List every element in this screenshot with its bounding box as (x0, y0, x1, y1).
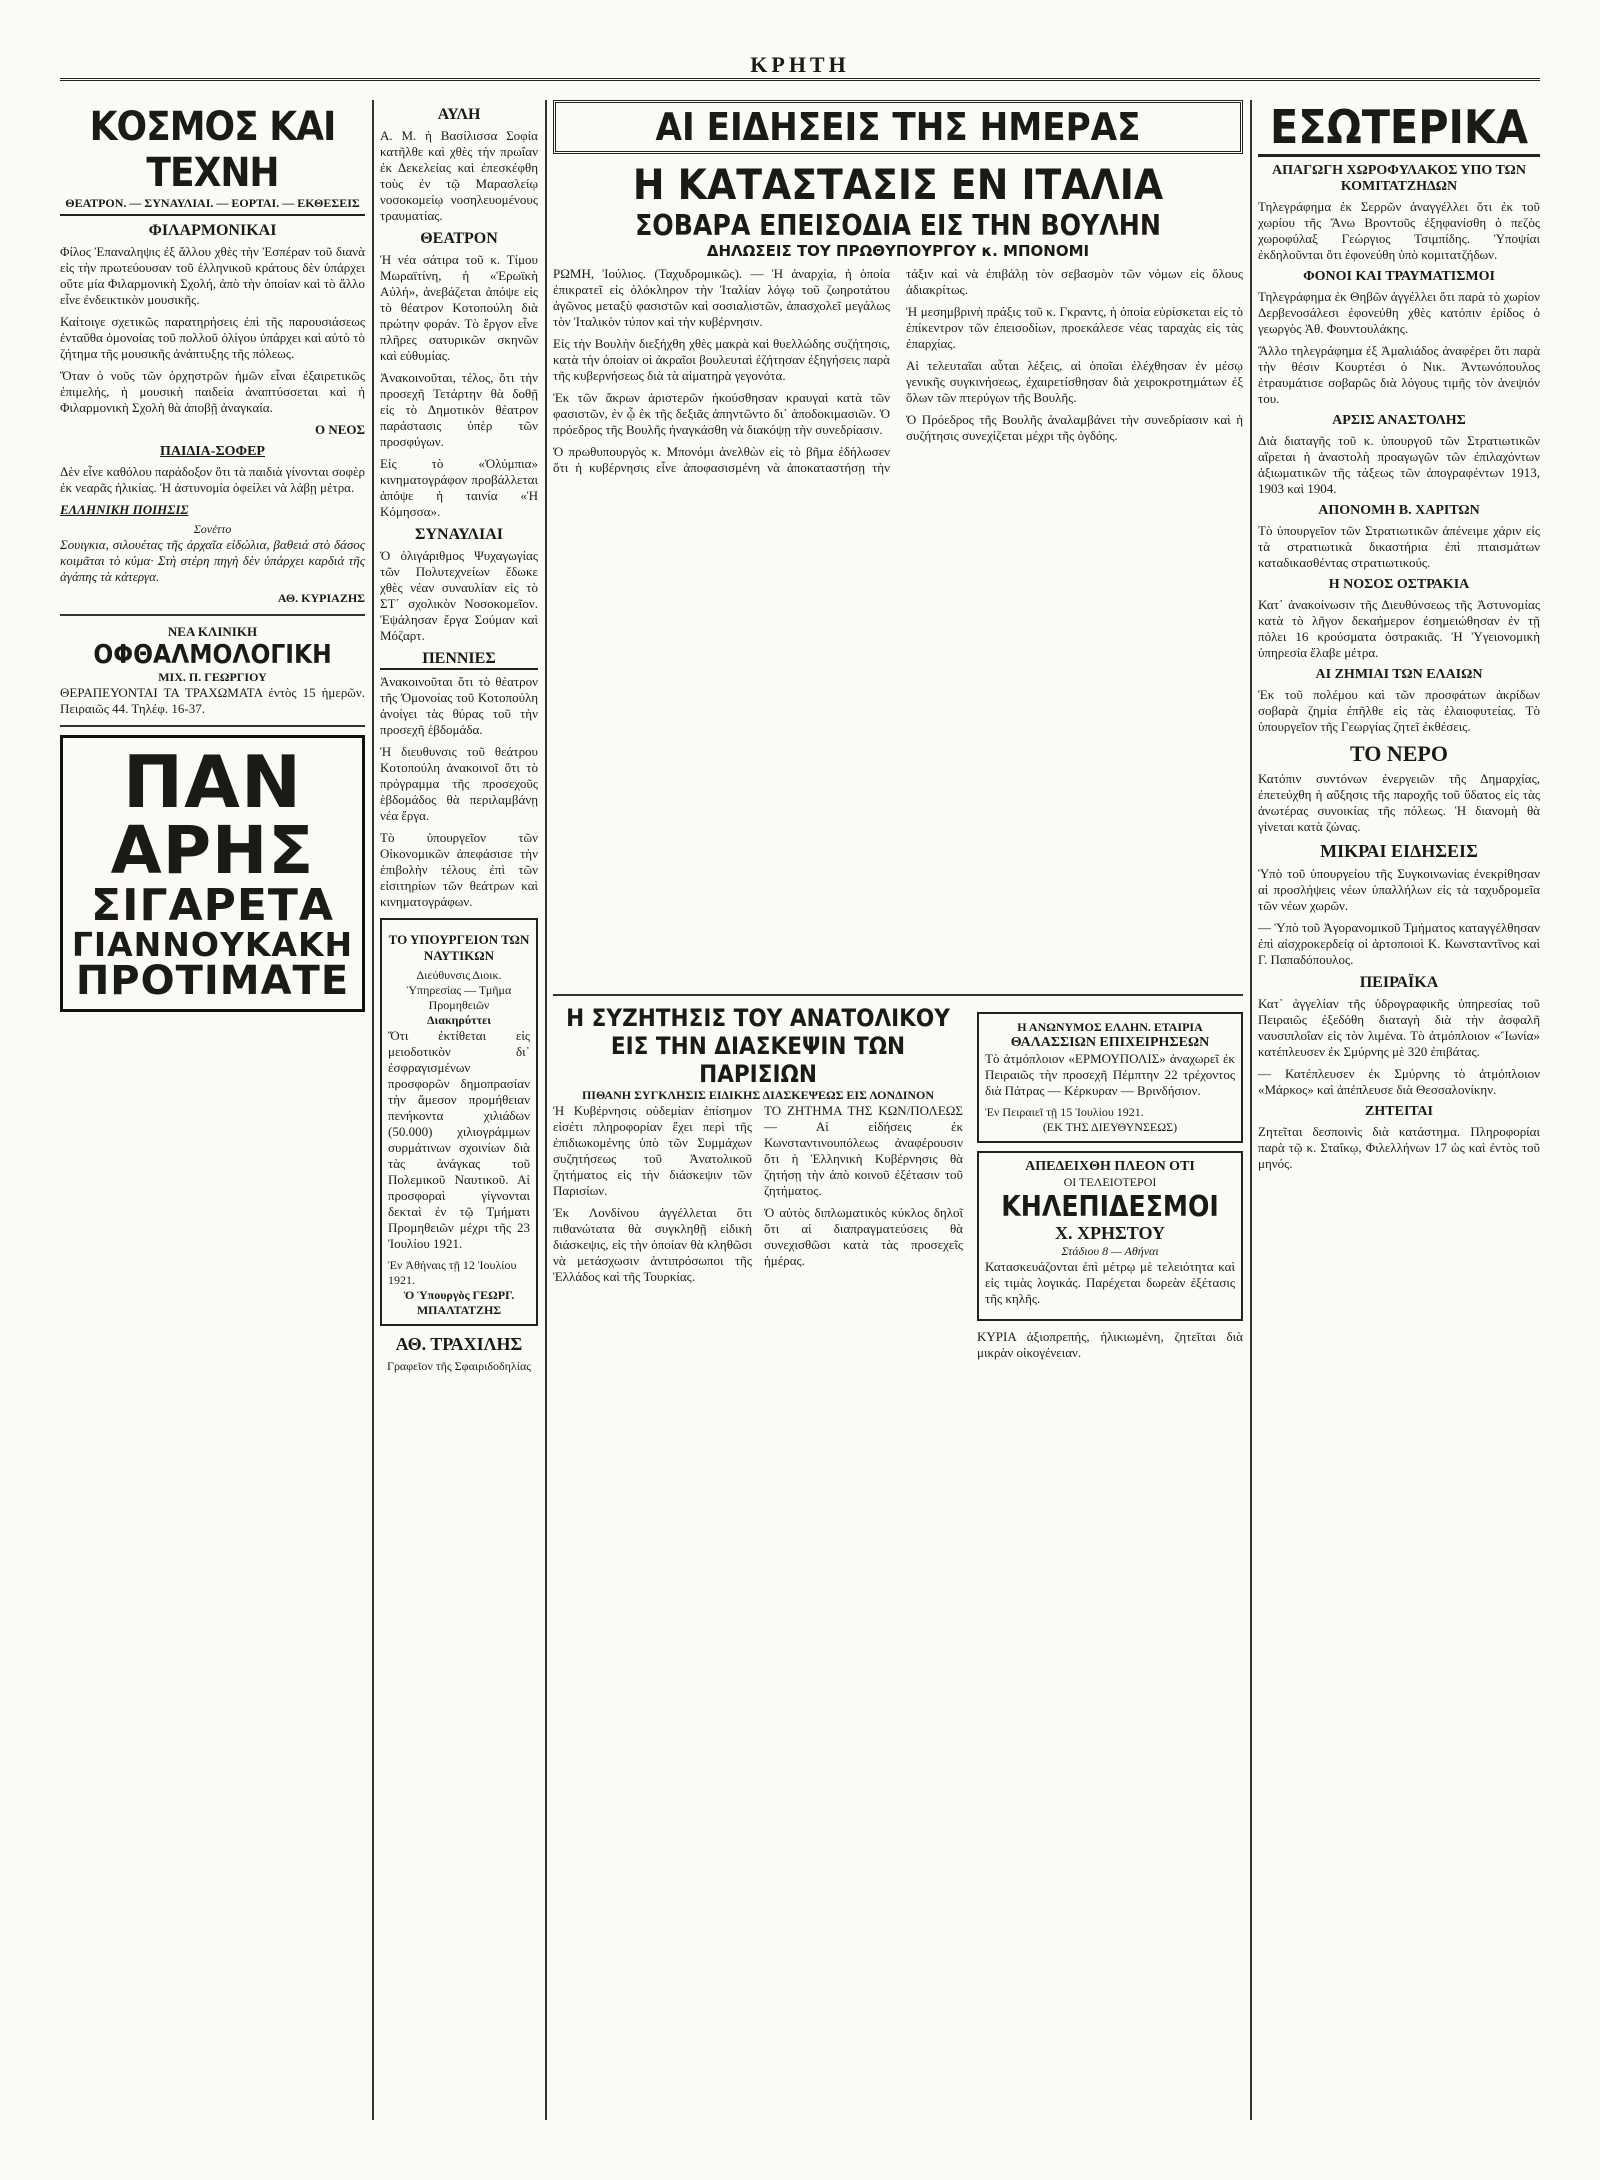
article-text: Ὁ Πρόεδρος τῆς Βουλῆς ἀναλαμβάνει τὴν συνεδρίασιν καὶ ἡ συζήτησις συνεχίζεται μέχρι τῆς ὀγδόης. (906, 412, 1243, 443)
notice-subtitle: Διεύθυνσις Διοικ. Ὑπηρεσίας — Τμῆμα Προμηθειῶν (406, 968, 512, 1012)
signature: ΑΘ. ΚΥΡΙΑΖΗΣ (277, 591, 365, 605)
ad-line: ΣΙΓΑΡΕΤΑ (91, 880, 334, 931)
cigarette-ad (60, 735, 365, 1012)
column-rule (545, 100, 547, 2120)
ad-heading: ΘΑΛΑΣΣΙΩΝ ΕΠΙΧΕΙΡΗΣΕΩΝ (1010, 1035, 1210, 1050)
divider (60, 614, 365, 616)
article-text: Ὑπὸ τοῦ ὑπουργείου τῆς Συγκοινωνίας ἐνεκρίθησαν αἱ προσλήψεις νέων ὑπαλλήλων εἰς τὰ ταχυδρομεῖα τῶν νέων χωρῶν. (1258, 866, 1540, 913)
notice-text: Ὅτι ἐκτίθεται εἰς μειοδοτικὸν δι᾽ ἐσφραγισμένων προσφορῶν δημοπρασίαν τὴν ἄμεσον προμήθειαν πενήκοντα χιλιάδων (50.000) χιλιογράμμων συρμάτινων σχοινίων διὰ τὰς ἀνάγκας τοῦ Πολεμικοῦ Ναυτικοῦ. Αἱ προσφοραὶ γίγνονται δεκταὶ ἐν τῷ Τμήματι Προμηθειῶν μέχρι τῆς 23 Ἰουλίου 1921. (388, 1028, 530, 1251)
ad-maker: Χ. ΧΡΗΣΤΟΥ (1055, 1223, 1165, 1243)
article-text: Κατόπιν συντόνων ἐνεργειῶν τῆς Δημαρχίας, ἐπετεύχθη ἡ αὔξησις τῆς παροχῆς τοῦ ὕδατος εἰς τὰς ἀνωτέρας συνοικίας τῆς πόλεως. Ἡ διανομὴ θὰ γίνεται κατὰ ζώνας. (1258, 771, 1540, 834)
column-2 (380, 100, 538, 2130)
navy-notice (380, 918, 538, 1326)
article-text: — Ὑπὸ τοῦ Ἀγορανομικοῦ Τμήματος καταγγέλθησαν ἐπὶ αἰσχροκερδείᾳ οἱ ἀρτοποιοὶ Κ. Κωνσταντῖνος καὶ Γ. Παπαδόπουλος. (1258, 920, 1540, 967)
article-text: Ὁ αὐτὸς διπλωματικὸς κύκλος δηλοῖ ὅτι αἱ διαπραγματεύσεις θὰ συνεχισθῶσι κατὰ τὰς προσεχεῖς ἡμέρας. (764, 1205, 963, 1268)
article-text: ΡΩΜΗ, Ἰούλιος. (Ταχυδρομικῶς). — Ἡ ἀναρχία, ἡ ὁποία ἐπικρατεῖ εἰς ὁλόκληρον τὴν Ἰταλίαν λόγῳ τοῦ ζωηροτάτου ἀγῶνος μεταξὺ φασιστῶν καὶ σοσιαλιστῶν, ἀπασχολεῖ μεγάλως τὸν Ἰταλικὸν τύπον καὶ τὴν κυβέρνησιν. (553, 266, 890, 329)
article-text: Ὁ ὀλιγάριθμος Ψυχαγωγίας τῶν Πολυτεχνείων ἔδωκε χθὲς νέαν συναυλίαν εἰς τὸ ΣΤ΄ σχολικὸν Νοσοκομεῖον. Ἐψάλησαν ἔργα Σούμαν καὶ Μόζαρτ. (380, 548, 538, 643)
notice-date: Ἐν Ἀθήναις τῇ 12 Ἰουλίου 1921. (388, 1258, 517, 1287)
ad-title: ΝΕΑ ΚΛΙΝΙΚΗ (167, 624, 258, 639)
article-text: — Κατέπλευσεν ἐκ Σμύρνης τὸ ἀτμόπλοιον «Μάρκος» καὶ ἀπέπλευσε διὰ Θεσσαλονίκην. (1258, 1066, 1540, 1097)
poem-text: Σουιγκια, σιλουέτας τῆς ἀρχαῖα εἰδώλια, βαθειά στὸ δάσος κοιμᾶται τὸ κύμα· Στὴ στέρη πηγὴ δὲν ὑπάρχει καρδιά τῆς ἀγάπης τὰ κάτεργα. (60, 537, 365, 584)
article-text: Ἐκ τοῦ πολέμου καὶ τῶν προσφάτων ἀκρίδων σοβαρὰ ζημία ἐπῆλθε εἰς τὰς ἐλαιοφυτείας. Τὸ ὑπουργεῖον τῆς Γεωργίας ζητεῖ ἐκθέσεις. (1258, 687, 1540, 734)
ad-line: ΓΙΑΝΝΟΥΚΑΚΗ (71, 925, 354, 964)
headline: Η ΚΑΤΑΣΤΑΣΙΣ ΕΝ ΙΤΑΛΙΑ (632, 160, 1164, 209)
article-text: Ὅταν ὁ νοῦς τῶν ὀρχηστρῶν ἡμῶν εἶναι ἐξαιρετικῶς ἐπιμελής, ἡ μουσικὴ παιδεία ἀναπτύσσεται καὶ ἡ Φιλαρμονικὴ Σχολὴ θὰ ἀποβῇ ἀναγκαία. (60, 368, 365, 415)
subheadline: ΣΟΒΑΡΑ ΕΠΕΙΣΟΔΙΑ ΕΙΣ ΤΗΝ ΒΟΥΛΗΝ (635, 209, 1161, 242)
masthead-title: ΚΡΗΤΗ (750, 52, 850, 77)
ad-date: Ἐν Πειραιεῖ τῇ 15 Ἰουλίου 1921. (985, 1105, 1144, 1119)
column-rule (1250, 100, 1252, 2120)
article-heading: ΑΡΣΙΣ ΑΝΑΣΤΟΛΗΣ (1332, 413, 1466, 428)
article-text: Ἡ μεσημβρινὴ πράξις τοῦ κ. Γκραντς, ἡ ὁποία εὑρίσκεται εἰς τὸ ἐπίκεντρον τῶν ἐπεισοδίων, προεκάλεσε νέας ταραχὰς εἰς τὰς ἐπαρχίας. (906, 304, 1243, 351)
article-heading: ΠΕΝΝΙΕΣ (380, 650, 538, 670)
article-heading: ΦΟΝΟΙ ΚΑΙ ΤΡΑΥΜΑΤΙΣΜΟΙ (1303, 269, 1495, 284)
article-text: Εἰς τὴν Βουλὴν διεξήχθη χθὲς μακρὰ καὶ θυελλώδης συζήτησις, κατὰ τὴν ὁποίαν οἱ ἀκραῖοι βουλευταὶ ἐζήτησαν ἐξηγήσεις παρὰ τῆς κυβερνήσεως διὰ τὰ αἱματηρὰ γεγονότα. (553, 336, 890, 383)
eastern-article (553, 1004, 963, 1367)
article-text: Ἀνακοινοῦται, τέλος, ὅτι τὴν προσεχῆ Τετάρτην θὰ δοθῇ εἰς τὸ Δημοτικὸν θέατρον παράστασις ὑπὲρ τῶν προσφύγων. (380, 370, 538, 449)
article-subheading: ΠΙΘΑΝΗ ΣΥΓΚΛΗΣΙΣ ΕΙΔΙΚΗΣ ΔΙΑΣΚΕΨΕΩΣ ΕΙΣ ΛΟΝΔΙΝΟΝ (581, 1088, 935, 1102)
ads-column (977, 1004, 1243, 1367)
article-heading: ΑΙ ΖΗΜΙΑΙ ΤΩΝ ΕΛΑΙΩΝ (1315, 667, 1483, 682)
notice-heading: Διακηρύττει (427, 1013, 491, 1027)
article-text: Τὸ ὑπουργεῖον τῶν Οἰκονομικῶν ἀπεφάσισε τὴν ἐπιβολὴν τέλους ἐπὶ τῶν εἰσιτηρίων τῶν θεάτρων καὶ κινηματογράφων. (380, 830, 538, 909)
article-text: Αἱ τελευταῖαι αὗται λέξεις, αἱ ὁποῖαι ἐλέχθησαν ἐν μέσῳ γενικῆς συγκινήσεως, ἐχαιρετίσθησαν διὰ χειροκροτημάτων ἐξ ὅλων τῶν πτερύγων τῆς Βουλῆς. (906, 358, 1243, 405)
shipping-ad (977, 1012, 1243, 1143)
ad-text: ΘΕΡΑΠΕΥΟΝΤΑΙ ΤΑ ΤΡΑΧΩΜΑΤΑ ἐντὸς 15 ἡμερῶν. Πειραιῶς 44. Τηλέφ. 16-37. (60, 685, 365, 716)
article-text: Εἰς τὸ «Ὀλύμπια» κινηματογράφον προβάλλεται ἀπόψε ἡ ταινία «Ἡ Κόμησσα». (380, 456, 538, 519)
notice-signature: Ὁ Ὑπουργὸς ΓΕΩΡΓ. ΜΠΑΛΤΑΤΖΗΣ (403, 1288, 515, 1317)
article-heading: ΑΠΟΝΟΜΗ Β. ΧΑΡΙΤΩΝ (1318, 503, 1480, 518)
article-text: Φίλος Ἐπαναληψις ἐξ ἄλλου χθὲς τὴν Ἐσπέραν τοῦ διανὰ εἰς τὴν πρωτεύουσαν τοῦ ἑλληνικοῦ κράτους δὲν ὑπάρχει οὔτε μία Φιλαρμονικὴ Σχολή, ἀπὸ τὴν ὁποίαν καὶ τὸ ἄλλο εἶνε ἐνδεικτικὸν μουσικῆς. (60, 244, 365, 307)
ad-line: ΠΑΝ (122, 740, 303, 824)
article-heading: Η ΝΟΣΟΣ ΟΣΤΡΑΚΙΑ (1328, 577, 1470, 592)
poem-title: Σονέττο (193, 522, 232, 536)
lower-news (553, 1004, 1243, 1367)
divider (60, 725, 365, 727)
ad-text: Γραφεῖον τῆς Σφαιριδοδηλίας (387, 1359, 531, 1373)
divider (553, 994, 1243, 996)
article-heading: ΜΙΚΡΑΙ ΕΙΔΗΣΕΙΣ (1320, 841, 1478, 861)
article-text: Τηλεγράφημα ἐκ Σερρῶν ἀναγγέλλει ὅτι ἐκ τοῦ χωρίου τῆς Ἄνω Βροντοῦς ἐξηφανίσθη ὁ πεζὸς χωροφύλαξ Γεώργιος Τσιμπίδης. Ὑποψίαι ἐκδηλοῦνται ὅτι ἐφονεύθη ὑπὸ κομιτατζήδων. (1258, 199, 1540, 262)
ad-heading: ΟΦΘΑΛΜΟΛΟΓΙΚΗ (93, 640, 332, 670)
article-text: Τηλεγράφημα ἐκ Θηβῶν ἀγγέλλει ὅτι παρὰ τὸ χωρίον Δερβενοσάλεσι ἐφονεύθη χθὲς κατόπιν ἐρίδος ὁ γεωργὸς Ἀθ. Φουντουλάκης. (1258, 289, 1540, 336)
column-1 (60, 100, 365, 2130)
ad-title: Η ΑΝΩΝΥΜΟΣ ΕΛΛΗΝ. ΕΤΑΙΡΙΑ (1017, 1020, 1203, 1034)
article-text: Ζητεῖται δεσποινὶς διὰ κατάστημα. Πληροφορίαι παρὰ τῷ κ. Σταΐκῳ, Φιλελλήνων 17 ὡς καὶ ἐντὸς τοῦ μηνός. (1258, 1124, 1540, 1171)
article-heading: Η ΣΥΖΗΤΗΣΙΣ ΤΟΥ ΑΝΑΤΟΛΙΚΟΥ (566, 1004, 950, 1032)
article-text: Τὸ ὑπουργεῖον τῶν Στρατιωτικῶν ἀπένειμε χάριν εἰς τὰ στρατιωτικὰ δικαστήρια ἐπὶ πταισμάτων καταδικασθέντας στρατιωτικούς. (1258, 523, 1540, 570)
ad-signature: (ΕΚ ΤΗΣ ΔΙΕΥΘΥΝΣΕΩΣ) (1042, 1120, 1178, 1134)
truss-ad (977, 1151, 1243, 1321)
article-text: Α. Μ. ἡ Βασίλισσα Σοφία κατῆλθε καὶ χθὲς τὴν πρωΐαν ἐκ Δεκελείας καὶ ἐπεσκέφθη τοὺς ἐν τῷ Μαρασλείῳ νοσοκομείῳ νοσηλευομένους τραυματίας. (380, 128, 538, 223)
section-banner: ΕΣΩΤΕΡΙΚΑ (1258, 100, 1540, 157)
article-heading: ΑΠΑΓΩΓΗ ΧΩΡΟΦΥΛΑΚΟΣ ΥΠΟ ΤΩΝ ΚΟΜΙΤΑΤΖΗΔΩΝ (1272, 163, 1526, 194)
ad-text: Κατασκευάζονται ἐπὶ μέτρῳ μὲ τελειότητα καὶ εἰς τιμὰς λογικάς. Παρέχεται δωρεὰν ἐξέτασις τῆς κηλῆς. (985, 1259, 1235, 1306)
article-text: Ἀνακοινοῦται ὅτι τὸ θέατρον τῆς Ὀμονοίας τοῦ Κοτοπούλη ἀνοίγει τὰς θύρας τοῦ τὴν προσεχῆ ἑβδομάδα. (380, 674, 538, 737)
article-heading: ΦΙΛΑΡΜΟΝΙΚΑΙ (148, 222, 277, 239)
italy-article (553, 266, 1243, 986)
section-banner-sub: ΘΕΑΤΡΟΝ. — ΣΥΝΑΥΛΙΑΙ. — ΕΟΡΤΑΙ. — ΕΚΘΕΣΕΙΣ (60, 196, 365, 216)
ad-name: ΑΘ. ΤΡΑΧΙΛΗΣ (395, 1334, 523, 1354)
deck: ΔΗΛΩΣΕΙΣ ΤΟΥ ΠΡΩΘΥΠΟΥΡΓΟΥ κ. ΜΠΟΝΟΜΙ (706, 242, 1090, 260)
article-heading: ΖΗΤΕΙΤΑΙ (1365, 1104, 1433, 1119)
ad-top: ΑΠΕΔΕΙΧΘΗ ΠΛΕΟΝ ΟΤΙ (1025, 1159, 1195, 1174)
signature: Ο ΝΕΟΣ (314, 422, 365, 437)
news-banner: ΑΙ ΕΙΔΗΣΕΙΣ ΤΗΣ ΗΜΕΡΑΣ (553, 100, 1243, 154)
article-text: Δὲν εἶνε καθόλου παράδοξον ὅτι τὰ παιδιὰ γίνονται σοφὲρ ἐκ νεαρᾶς ἡλικίας. Ἡ ἀστυνομία ὀφείλει νὰ λάβῃ μέτρα. (60, 464, 365, 495)
article-heading: ΕΙΣ ΤΗΝ ΔΙΑΣΚΕΨΙΝ ΤΩΝ ΠΑΡΙΣΙΩΝ (610, 1032, 906, 1088)
article-heading: ΠΑΙΔΙΑ-ΣΟΦΕΡ (160, 444, 265, 459)
ad-line: ΑΡΗΣ (110, 812, 315, 889)
ad-address: Στάδιου 8 — Αθήναι (1061, 1244, 1159, 1258)
article-text: Κατ᾽ ἀγγελίαν τῆς ὑδρογραφικῆς ὑπηρεσίας τοῦ Πειραιῶς ἐξεδόθη διαταγὴ διὰ τὴν ἀσφαλῆ ναυσιπλοΐαν εἰς τὸν λιμένα. Τὸ ἀτμόπλοιον «Ἴωνία» κατέπλευσεν ἐκ Σμύρνης μὲ 320 ἐπιβάτας. (1258, 996, 1540, 1059)
article-heading: ΠΕΙΡΑΪΚΑ (1359, 974, 1439, 991)
article-text: Ἡ νέα σάτιρα τοῦ κ. Τίμου Μωραϊτίνη, ἡ «Ἑρωϊκὴ Αὐλή», ἀνεβάζεται ἀπόψε εἰς τὸ θέατρον Κοτοπούλη διὰ πρώτην φοράν. Τὸ ἔργον εἶνε πλῆρες σατυρικῶν σκηνῶν καὶ εὐθυμίας. (380, 252, 538, 363)
article-heading: ΑΥΛΗ (437, 106, 481, 123)
article-text: Ἐκ τῶν ἄκρων ἀριστερῶν ἠκούσθησαν κραυγαὶ κατὰ τῶν φασιστῶν, ἐν ᾧ ἐκ τῆς δεξιᾶς ἀπηντῶντο δι᾽ ἀποδοκιμασιῶν. Ὁ πρόεδρος τῆς Βουλῆς ἠναγκάσθη νὰ διακόψῃ τὴν συνεδρίασιν. (553, 390, 890, 437)
article-heading: ΤΟ ΝΕΡΟ (1349, 741, 1448, 766)
ad-line: ΠΡΟΤΙΜΑΤΕ (75, 958, 350, 1004)
article-text: Διὰ διαταγῆς τοῦ κ. ὑπουργοῦ τῶν Στρατιωτικῶν αἴρεται ἡ ἀναστολὴ προαγωγῶν τῶν ἐπιλαχόντων ἀξιωματικῶν τῆς τάξεως τῶν ἀπογραφέντων 1913, 1903 καὶ 1904. (1258, 433, 1540, 496)
article-heading: ΘΕΑΤΡΟΝ (420, 230, 498, 247)
classified-text: ΚΥΡΙΑ ἀξιοπρεπής, ἡλικιωμένη, ζητεῖται διὰ μικρὰν οἰκογένειαν. (977, 1329, 1243, 1360)
section-banner: ΚΟΣΜΟΣ ΚΑΙ ΤΕΧΝΗ (89, 104, 336, 196)
article-text: Ἡ διευθυνσις τοῦ θεάτρου Κοτοπούλη ἀνακοινοῖ ὅτι τὸ πρόγραμμα τῆς προσεχοῦς ἑβδομάδος θὰ περιλαμβάνῃ νέα ἔργα. (380, 744, 538, 823)
ad-sub: ΟΙ ΤΕΛΕΙΟΤΕΡΟΙ (1063, 1175, 1157, 1189)
ad-big: ΚΗΛΕΠΙΔΕΣΜΟΙ (1001, 1190, 1219, 1223)
column-3 (553, 100, 1243, 2130)
column-4 (1258, 100, 1540, 2130)
article-text: Ἐκ Λονδίνου ἀγγέλλεται ὅτι πιθανώτατα θὰ συγκληθῇ εἰδικὴ διάσκεψις, εἰς τὴν ὁποίαν θὰ κληθῶσι νὰ μετάσχωσιν ἀντιπρόσωποι τῆς Ἑλλάδος καὶ τῆς Τουρκίας. (553, 1205, 752, 1284)
article-text: Ἡ Κυβέρνησις οὐδεμίαν ἐπίσημον εἰσέτι πληροφορίαν ἔχει περὶ τῆς ἐπιδιωκομένης ὑπὸ τῶν Συμμάχων συζητήσεως τοῦ Ἀνατολικοῦ ζητήματος εἰς τὴν διάσκεψιν τῶν Παρισίων. (553, 1103, 752, 1198)
notice-title: ΤΟ ΥΠΟΥΡΓΕΙΟΝ ΤΩΝ ΝΑΥΤΙΚΩΝ (388, 932, 530, 963)
article-text: Ἄλλο τηλεγράφημα ἐξ Ἀμαλιάδος ἀναφέρει ὅτι παρὰ τὴν θέσιν Κουρτέσι ὁ Νικ. Ἀντωνόπουλος ἐτραυμάτισε σοβαρῶς διὰ λόγους τιμῆς τὸν ἀνεψιόν του. (1258, 343, 1540, 406)
article-heading: ΕΛΛΗΝΙΚΗ ΠΟΙΗΣΙΣ (60, 502, 189, 517)
article-text: ΤΟ ΖΗΤΗΜΑ ΤΗΣ ΚΩΝ/ΠΟΛΕΩΣ — Αἱ εἰδήσεις ἐκ Κωνσταντινουπόλεως ἀναφέρουσιν ὅτι ἡ Ἑλληνικὴ Κυβέρνησις θὰ ζητήσῃ τὴν ἀπὸ κοινοῦ ἐξέτασιν τοῦ ζητήματος. (764, 1103, 963, 1198)
article-text: Ὁ πρωθυπουργὸς κ. Μπονόμι ἀνελθὼν εἰς τὸ βῆμα ἐδήλωσεν ὅτι ἡ κυβέρνησις εἶνε ἀποφασισμένη νὰ ἀποκαταστήσῃ τὴν τάξιν καὶ νὰ ἐπιβάλῃ τὸν σεβασμὸν τῶν νόμων εἰς ὅλους ἀδιακρίτως. (553, 266, 1243, 475)
masthead (60, 52, 1540, 81)
ad-text: Τὸ ἀτμόπλοιον «ΕΡΜΟΥΠΟΛΙΣ» ἀναχωρεῖ ἐκ Πειραιῶς τὴν προσεχῆ Πέμπτην 22 τρέχοντος διὰ Πάτρας — Κέρκυραν — Βρινδήσιον. (985, 1051, 1235, 1098)
article-text: Καίτοιγε σχετικῶς παρατηρήσεις ἐπὶ τῆς παρουσιάσεως ἐνταῦθα ὁμονοίας τοῦ πολλοῦ ὀλίγου ὑπάρχει καὶ αὐτὸ τὸ ζήτημα τῆς μουσικῆς ἀνάπτυξης τῆς πόλεως. (60, 314, 365, 361)
article-heading: ΣΥΝΑΥΛΙΑΙ (415, 526, 503, 543)
column-rule (372, 100, 374, 2120)
ad-name: ΜΙΧ. Π. ΓΕΩΡΓΙΟΥ (158, 670, 267, 684)
article-body (553, 1103, 963, 1285)
article-text: Κατ᾽ ἀνακοίνωσιν τῆς Διευθύνσεως τῆς Ἀστυνομίας κατὰ τὸ λῆγον δεκαήμερον ἐσημειώθησαν ἐν τῇ πόλει 16 κρούσματα ὀστρακιᾶς. Ἡ Ὑγειονομικὴ ὑπηρεσία ἔλαβε μέτρα. (1258, 597, 1540, 660)
